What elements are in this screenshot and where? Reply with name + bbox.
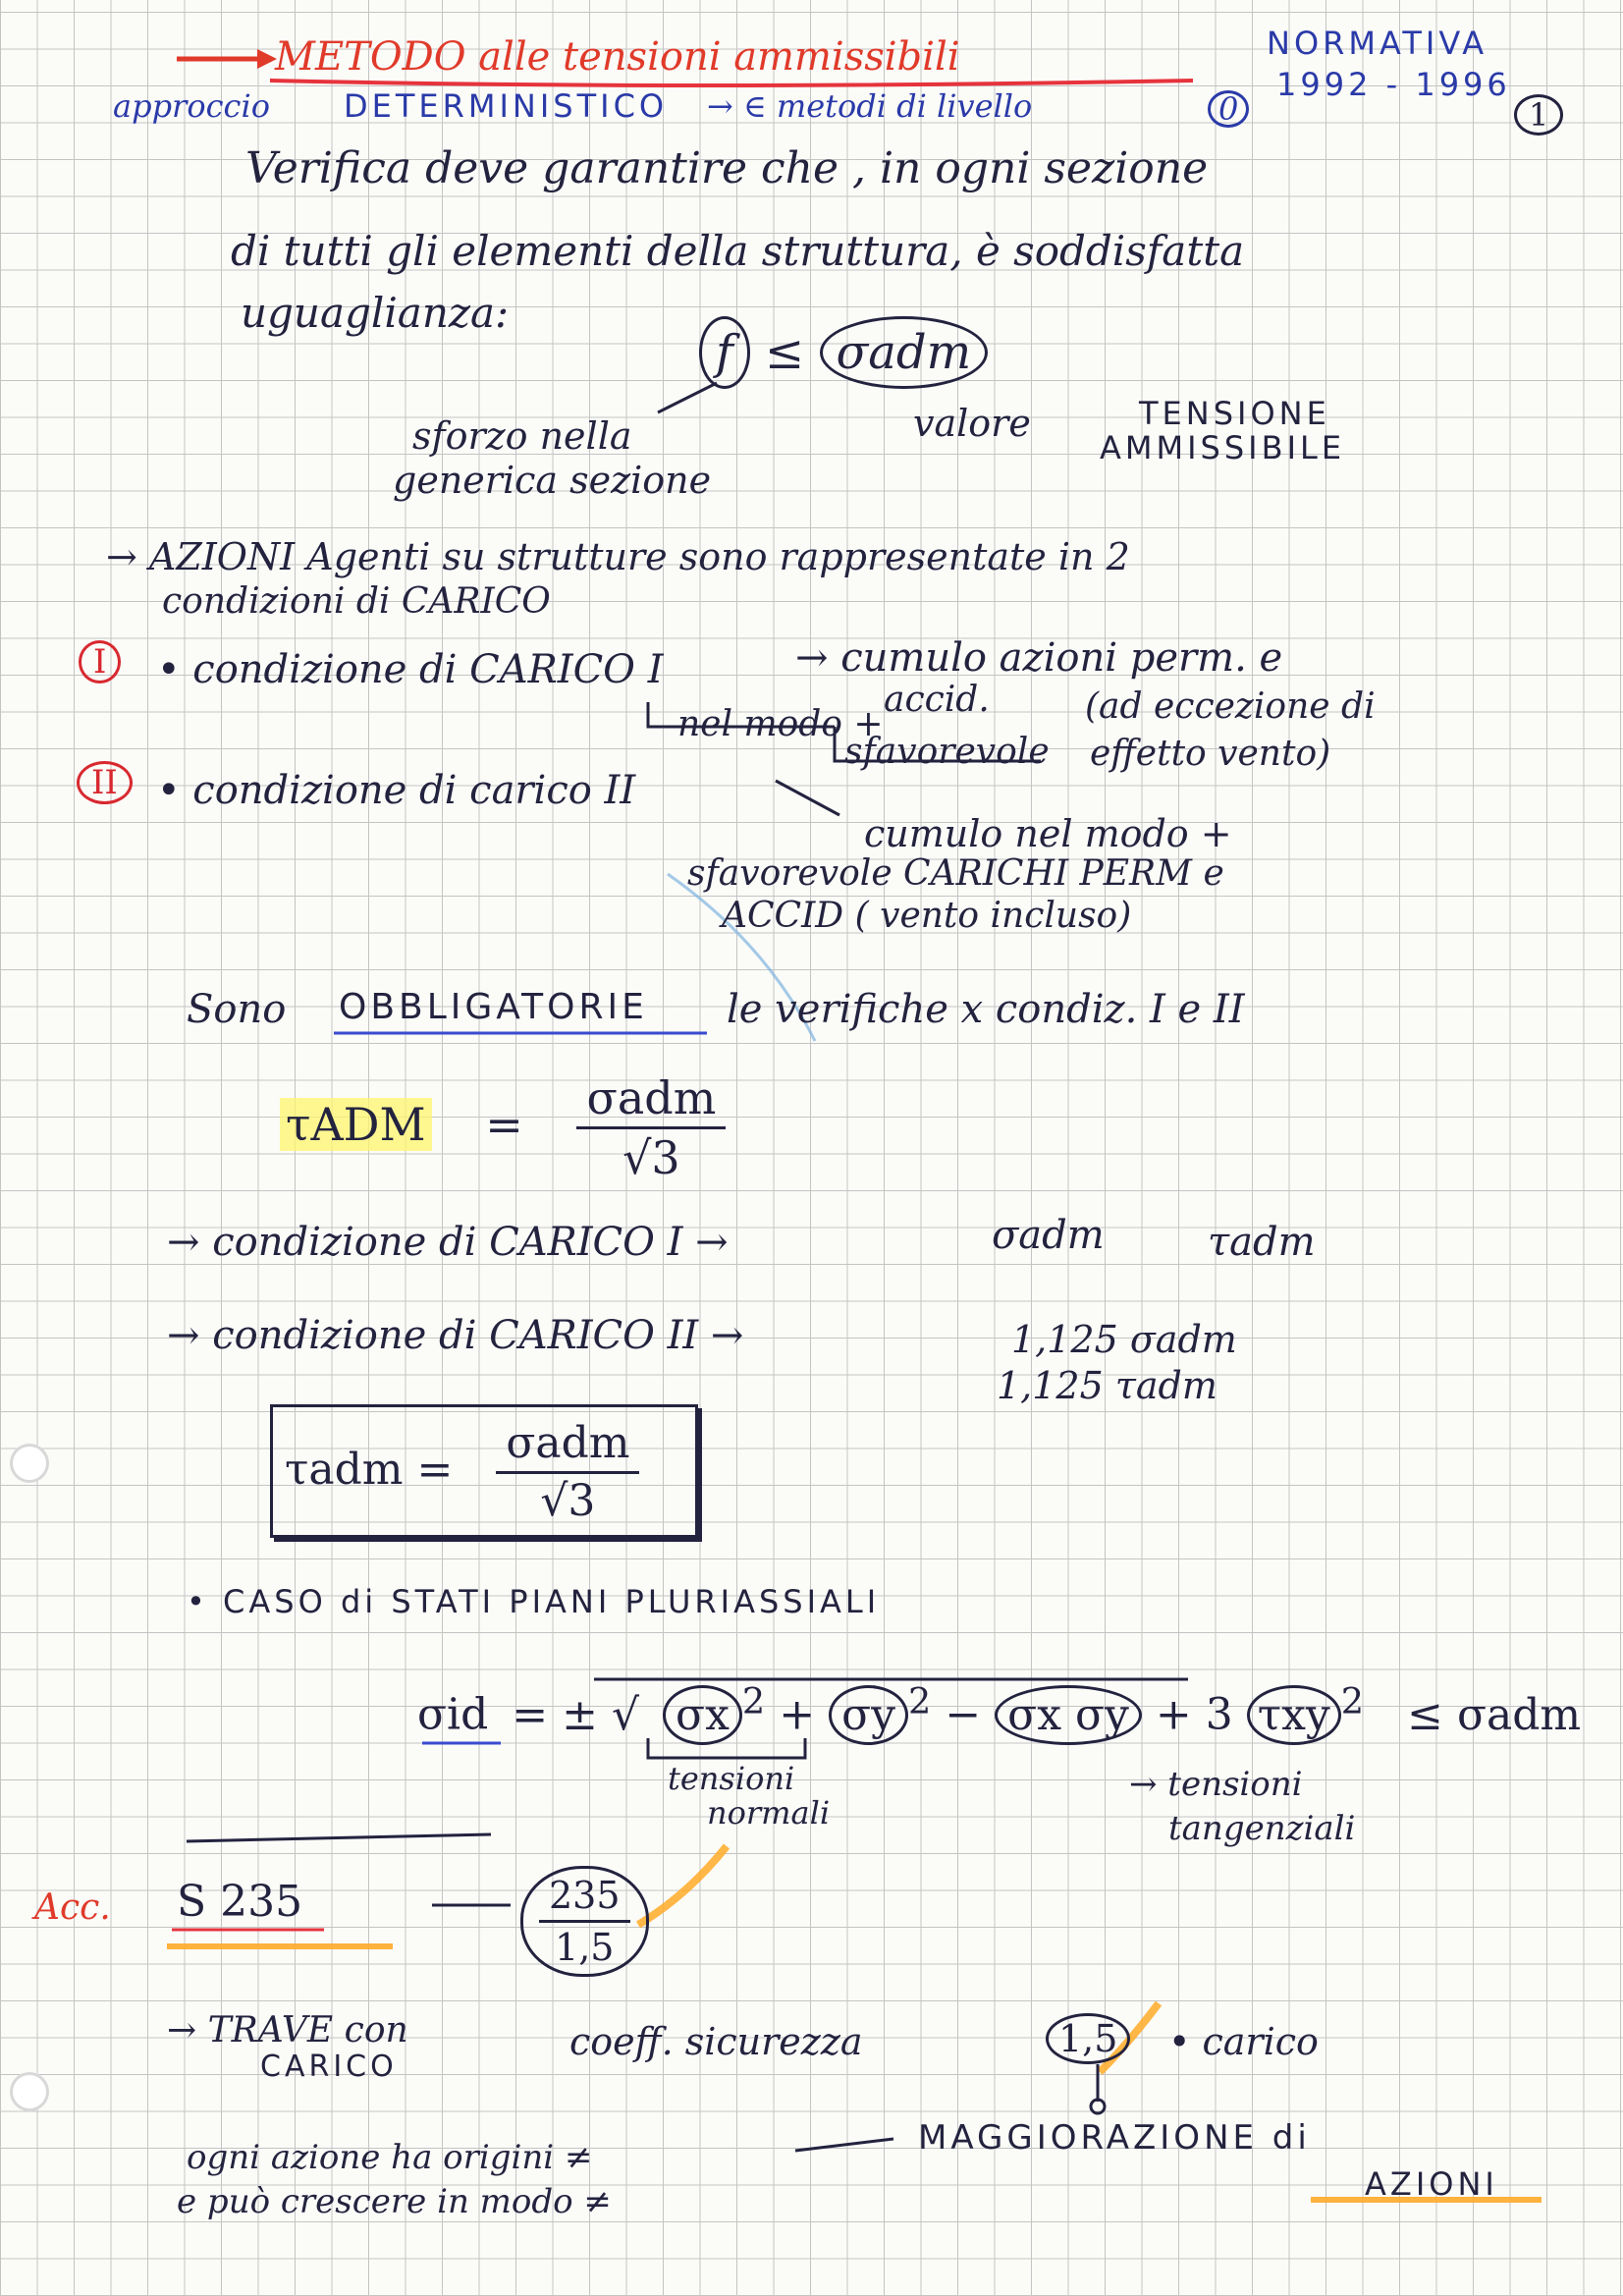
acc-steel: S 235 bbox=[177, 1877, 303, 1927]
cond1-eccezione-2: effetto vento) bbox=[1090, 734, 1331, 774]
acc-den: 1,5 bbox=[555, 1926, 615, 1969]
trave-line-2: CARICO bbox=[260, 2050, 398, 2084]
value-pointer-dot bbox=[1091, 2100, 1105, 2113]
cond2-marker: II bbox=[77, 761, 133, 804]
cond1-nel-modo: nel modo + bbox=[677, 704, 884, 744]
carico-row-2-label: → condizione di CARICO II → bbox=[167, 1313, 744, 1358]
trave-line-1: → TRAVE con bbox=[167, 2010, 408, 2050]
cond1-accid: accid. bbox=[884, 680, 990, 720]
leq-symbol: ≤ bbox=[765, 325, 805, 380]
acc-label: Acc. bbox=[34, 1887, 111, 1928]
boxed-lhs: τadm = bbox=[285, 1445, 454, 1495]
sigma-y: σy bbox=[829, 1685, 908, 1745]
stati-piani-title: • CASO di STATI PIANI PLURIASSIALI bbox=[187, 1583, 881, 1620]
tau-adm-equation bbox=[280, 1071, 726, 1184]
obbl-suffix: le verifiche x condiz. I e II bbox=[727, 987, 1245, 1032]
valore-label: valore bbox=[913, 402, 1031, 445]
obbl-prefix: Sono bbox=[187, 987, 287, 1032]
coef-3: + 3 bbox=[1155, 1689, 1233, 1740]
normali-label-1: tensioni bbox=[668, 1760, 795, 1797]
tau-adm-num: σadm bbox=[576, 1075, 726, 1129]
ammissibile-label: AMMISSIBILE bbox=[1100, 429, 1346, 466]
boxed-num: σadm bbox=[496, 1422, 639, 1474]
cond2-label: • condizione di carico II bbox=[157, 768, 636, 813]
cond2-result-3: ACCID ( vento incluso) bbox=[722, 896, 1132, 936]
tau-adm-fraction bbox=[576, 1071, 726, 1184]
approach-main: DETERMINISTICO bbox=[344, 87, 669, 125]
carico-row-1-sigma: σadm bbox=[992, 1213, 1105, 1258]
carico-row-1-tau: τadm bbox=[1208, 1220, 1316, 1265]
maggiorazione-label-2: AZIONI bbox=[1365, 2165, 1498, 2203]
boxed-fraction bbox=[496, 1418, 639, 1526]
separator-line bbox=[187, 1834, 491, 1841]
sforzo-symbol: f bbox=[699, 316, 750, 389]
approach-label: approccio bbox=[113, 87, 270, 125]
normativa-label: NORMATIVA bbox=[1267, 25, 1488, 62]
sigma-x: σx bbox=[663, 1685, 742, 1745]
cond2-result-1: cumulo nel modo + bbox=[864, 812, 1232, 855]
check-mark-1 bbox=[638, 1846, 727, 1925]
inequality bbox=[699, 325, 988, 380]
acc-fraction bbox=[520, 1866, 649, 1977]
leq-sigma-adm: ≤ σadm bbox=[1407, 1689, 1582, 1740]
carico-label: • carico bbox=[1168, 2020, 1319, 2063]
sforzo-label-1: sforzo nella bbox=[412, 414, 632, 458]
punch-hole bbox=[10, 2072, 49, 2111]
cond2-arrow bbox=[776, 781, 839, 815]
cond1-label: • condizione di CARICO I bbox=[157, 647, 664, 692]
tau-adm-lhs: τADM bbox=[280, 1098, 432, 1151]
sigma-id-eq: = ± √ bbox=[512, 1689, 640, 1740]
boxed-formula bbox=[285, 1418, 639, 1526]
sforzo-label-2: generica sezione bbox=[393, 459, 712, 502]
carico-row-2-sigma: 1,125 σadm bbox=[1011, 1318, 1237, 1361]
maggiorazione-arrow bbox=[795, 2139, 893, 2151]
carico-row-2-tau: 1,125 τadm bbox=[997, 1364, 1217, 1407]
carico-row-1-label: → condizione di CARICO I → bbox=[167, 1220, 729, 1265]
sigma-adm-symbol: σadm bbox=[820, 316, 989, 389]
intro-line-3: uguaglianza: bbox=[241, 289, 510, 337]
exp-x: 2 bbox=[741, 1680, 766, 1722]
ogni-azione-line-1: ogni azione ha origini ≠ bbox=[187, 2138, 593, 2177]
exp-y: 2 bbox=[907, 1680, 932, 1722]
tang-label-1: → tensioni bbox=[1129, 1765, 1303, 1804]
boxed-den: √3 bbox=[540, 1476, 596, 1526]
tau-adm-eq: = bbox=[485, 1097, 523, 1151]
normali-label-2: normali bbox=[707, 1794, 831, 1831]
approach-tail: → ∈ metodi di livello bbox=[707, 87, 1033, 125]
coeff-label: coeff. sicurezza bbox=[569, 2020, 863, 2063]
normativa-years: 1992 - 1996 bbox=[1276, 66, 1511, 103]
normali-bracket bbox=[648, 1738, 805, 1758]
title-underline bbox=[270, 81, 1193, 85]
cond1-eccezione-1: (ad eccezione di bbox=[1085, 686, 1376, 727]
acc-num: 235 bbox=[539, 1877, 630, 1923]
azioni-line-1: → AZIONI Agenti su strutture sono rappresentate in 2 bbox=[106, 535, 1130, 578]
cond1-marker: I bbox=[79, 640, 121, 683]
tau-xy: τxy bbox=[1247, 1685, 1341, 1745]
cond2-result-2: sfavorevole CARICHI PERM e bbox=[687, 853, 1224, 894]
punch-hole bbox=[10, 1444, 49, 1483]
tau-adm-den: √3 bbox=[622, 1131, 680, 1184]
obbl-keyword: OBBLIGATORIE bbox=[339, 987, 648, 1027]
maggiorazione-label-1: MAGGIORAZIONE di bbox=[918, 2118, 1311, 2158]
sigma-id-formula: σid = ± √ σx $^2$ + σy $^2$ − σx σy + 3 τxy $^2$ ≤ σadm bbox=[417, 1684, 1581, 1737]
exp-tau: 2 bbox=[1340, 1680, 1365, 1722]
page-title: METODO alle tensioni ammissibili bbox=[275, 34, 960, 80]
acc-frac-inner bbox=[539, 1874, 630, 1969]
tang-label-2: tangenziali bbox=[1168, 1809, 1356, 1848]
page-number-badge: 1 bbox=[1514, 94, 1563, 136]
tensione-label: TENSIONE bbox=[1139, 395, 1330, 432]
red-arrow-head bbox=[257, 49, 277, 69]
sforzo-pointer bbox=[658, 383, 717, 412]
level-badge: 0 bbox=[1208, 90, 1249, 128]
cond1-sfavorevole: sfavorevole bbox=[844, 732, 1050, 772]
coeff-value: 1,5 bbox=[1046, 2013, 1130, 2064]
sigma-id: σid bbox=[417, 1689, 489, 1740]
cond1-result: → cumulo azioni perm. e bbox=[795, 635, 1283, 681]
intro-line-1: Verifica deve garantire che , in ogni sezione bbox=[245, 143, 1209, 193]
ogni-azione-line-2: e può crescere in modo ≠ bbox=[177, 2182, 612, 2221]
intro-line-2: di tutti gli elementi della struttura, è soddisfatta bbox=[231, 227, 1245, 275]
azioni-line-2: condizioni di CARICO bbox=[162, 581, 551, 622]
sigma-xy-product: σx σy bbox=[995, 1685, 1142, 1745]
